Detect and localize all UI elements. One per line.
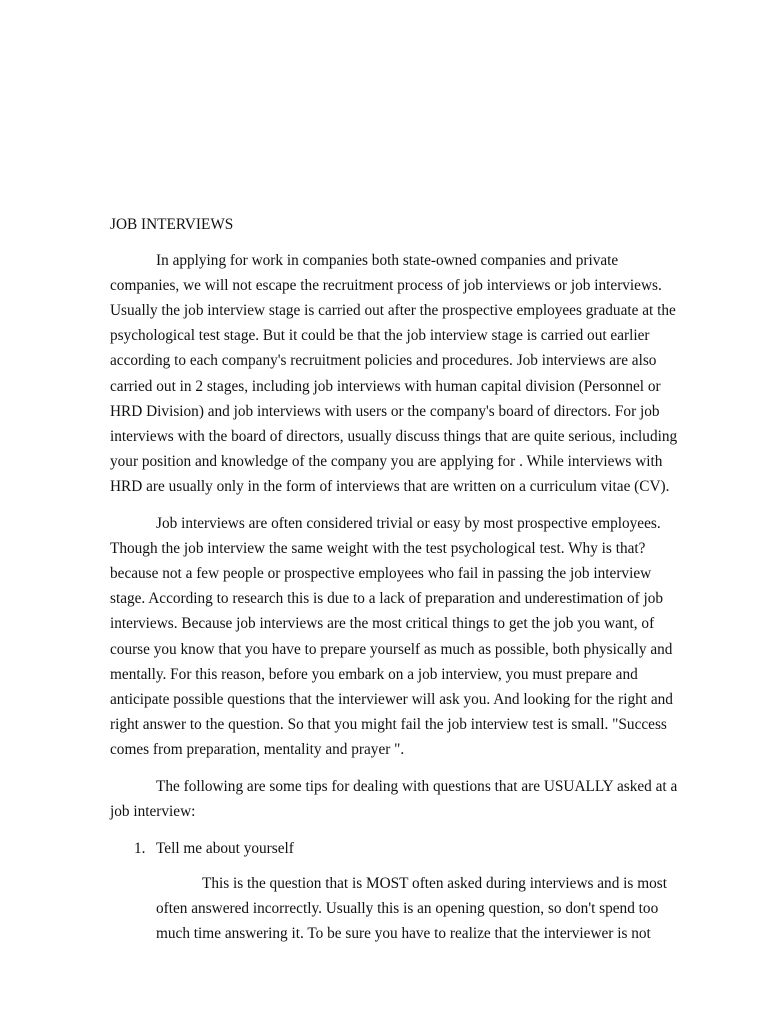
list-item-title: Tell me about yourself — [156, 840, 294, 858]
paragraph-intro: In applying for work in companies both state-owned companies and private companies, we will not escape the recruitment process of job interviews or job interviews. Usually the job interview stage is carried out after the prospective employees graduate at the psychological test stage. But it could be that the job interview stage is carried out earlier according to each company's recruitment policies and procedures. Job interviews are also carried out in 2 stages, including job interviews with human capital division (Personnel or HRD Division) and job interviews with users or the company's board of directors. For job interviews with the board of directors, usually discuss things that are quite serious, including your position and knowledge of the company you are applying for . While interviews with HRD are usually only in the form of interviews that are written on a curriculum vitae (CV). — [110, 252, 678, 495]
list-item — [110, 836, 688, 861]
list-item-number: 1. — [134, 840, 146, 858]
paragraph-importance: Job interviews are often considered trivial or easy by most prospective employees. Though the job interview the same weight with the test psychological test. Why is that? because not a few people or prospective employees who fail in passing the job interview stage. According to research this is due to a lack of preparation and underestimation of job interviews. Because job interviews are the most critical things to get the job you want, of course you know that you have to prepare yourself as much as possible, both physically and mentally. For this reason, before you embark on a job interview, you must prepare and anticipate possible questions that the interviewer will ask you. And looking for the right and right answer to the question. So that you might fail the job interview test is small. "Success comes from preparation, mentality and prayer ". — [110, 515, 673, 758]
document-body — [110, 212, 688, 947]
paragraph-tips-intro: The following are some tips for dealing with questions that are USUALLY asked at a job interview: — [110, 777, 678, 821]
list-item-body: This is the question that is MOST often asked during interviews and is most often answered incorrectly. Usually this is an opening question, so don't spend too much time answering it. To be sure you have to realize that the interviewer is not — [156, 875, 667, 943]
document-title: JOB INTERVIEWS — [110, 216, 234, 233]
tips-list — [110, 836, 688, 861]
